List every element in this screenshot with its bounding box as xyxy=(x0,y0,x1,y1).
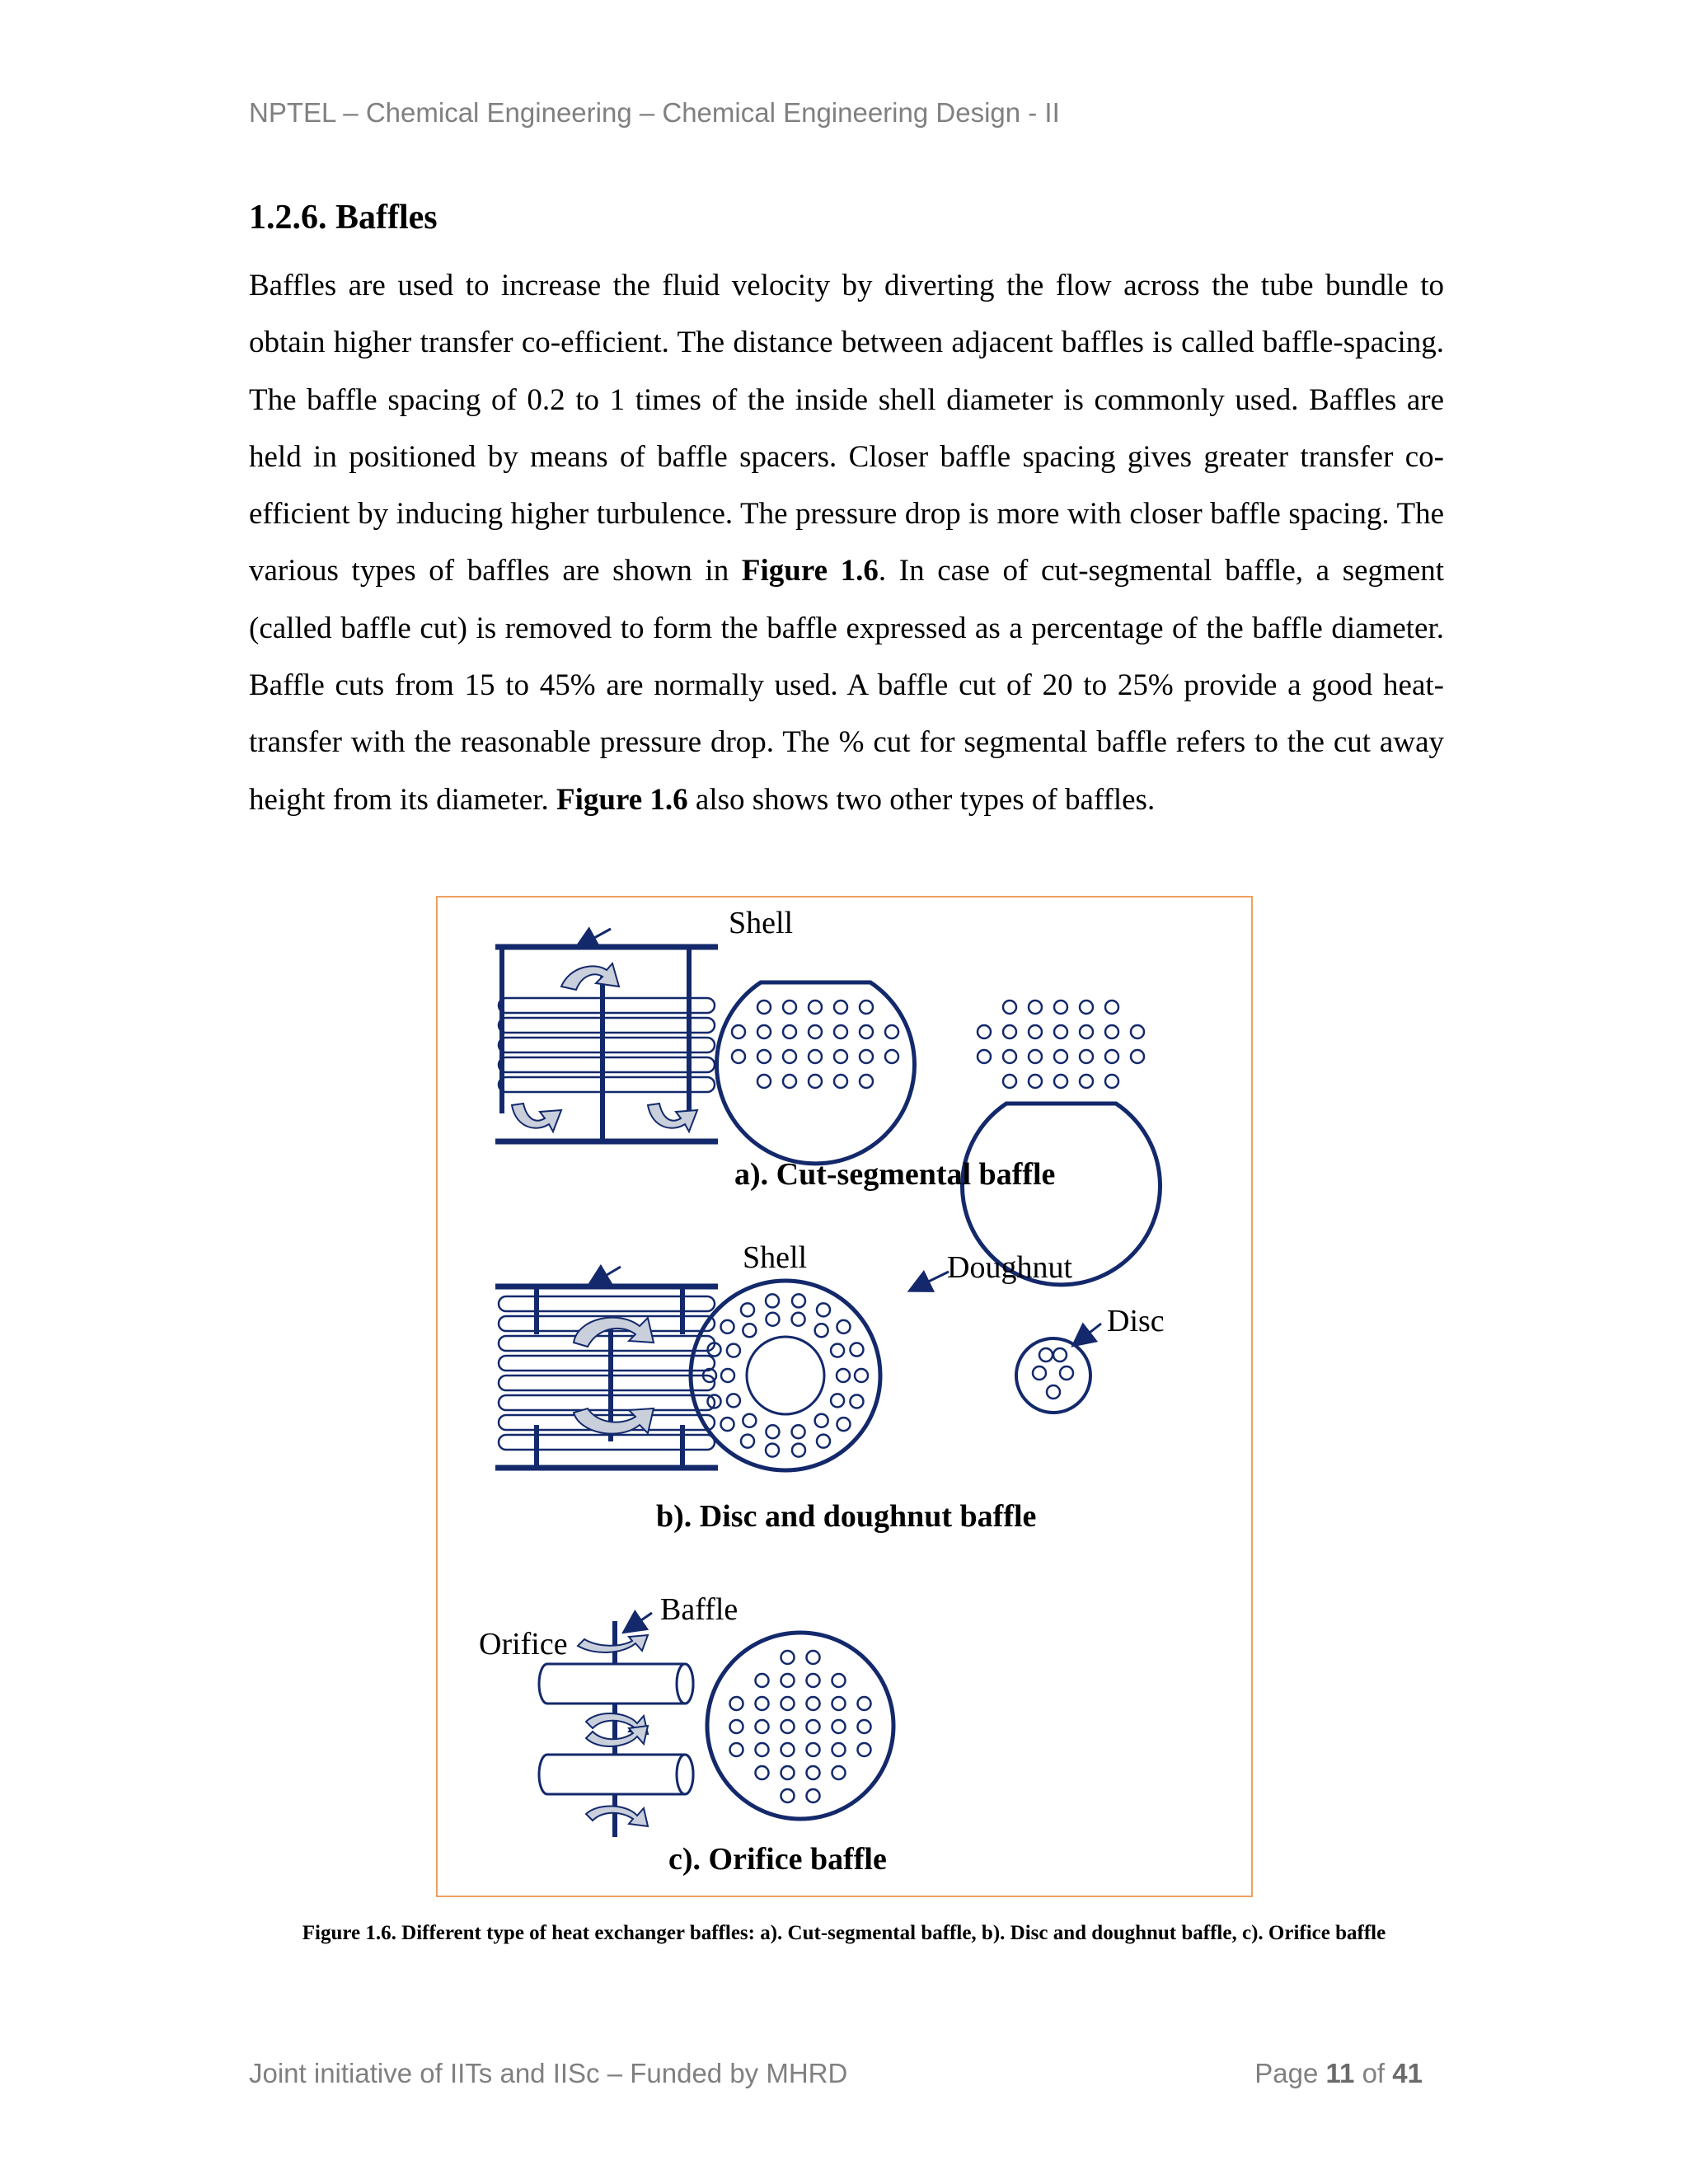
tube-hole xyxy=(815,1414,828,1427)
of-word: of xyxy=(1362,2058,1386,2088)
total-pages: 41 xyxy=(1392,2058,1423,2088)
baffle-diagram xyxy=(438,898,1251,1896)
tube-hole xyxy=(807,1766,820,1779)
tube-hole xyxy=(885,1050,898,1063)
panel-a-baffle-front-left xyxy=(717,982,915,1164)
tube-hole xyxy=(766,1444,779,1457)
tube-hole xyxy=(1054,1001,1067,1014)
panel-b-doughnut-label: Doughnut xyxy=(947,1250,1072,1285)
tube-hole xyxy=(730,1697,743,1710)
tube-hole xyxy=(766,1313,779,1326)
tube-hole xyxy=(1003,1025,1016,1038)
tube-hole xyxy=(792,1425,805,1438)
tube-hole xyxy=(1029,1001,1042,1014)
tube-hole xyxy=(832,1674,846,1687)
tube-hole xyxy=(1080,1001,1093,1014)
tube-hole xyxy=(792,1444,805,1457)
tube-hole xyxy=(809,1050,822,1063)
tube-hole xyxy=(781,1651,795,1664)
tube-hole xyxy=(792,1294,805,1307)
tube-hole xyxy=(756,1743,769,1756)
tube-hole xyxy=(807,1789,820,1802)
figure-frame xyxy=(436,896,1253,1897)
figure-reference-1[interactable]: Figure 1.6 xyxy=(741,554,879,588)
tube-hole xyxy=(783,1025,796,1038)
tube-hole xyxy=(1003,1075,1016,1088)
tube-hole xyxy=(721,1369,734,1382)
tube-hole xyxy=(727,1394,740,1407)
tube-hole xyxy=(1105,1025,1118,1038)
tube-hole xyxy=(783,1001,796,1014)
tube-hole xyxy=(792,1313,805,1326)
page-header: NPTEL – Chemical Engineering – Chemical Engineering Design - II xyxy=(249,97,1060,128)
tube-hole xyxy=(807,1743,820,1756)
tube-hole xyxy=(732,1025,745,1038)
panel-a-title: a). Cut-segmental baffle xyxy=(734,1157,1056,1192)
tube-hole xyxy=(730,1743,743,1756)
tube-hole xyxy=(815,1324,828,1337)
tube-hole xyxy=(783,1075,796,1088)
tube-hole xyxy=(858,1720,871,1733)
tube-hole xyxy=(834,1001,847,1014)
paragraph-text-1: Baffles are used to increase the fluid velocity by diverting the flow across the tube bundle to obtain higher transfer co-efficient. The distance between adjacent baffles is called baffle-spacing. The baffle spacing of 0.2 to 1 times of the inside shell diameter is commonly used. Baffles are held in positioned by means of baffle spacers. Closer baffle spacing gives greater transfer co-efficient by inducing higher turbulence. The pressure drop is more with closer baffle spacing. The various types of baffles are shown in xyxy=(249,269,1444,588)
tube-hole xyxy=(721,1418,734,1431)
body-paragraph xyxy=(249,257,1444,828)
tube-hole xyxy=(837,1369,850,1382)
tube-hole xyxy=(834,1025,847,1038)
footer-page-number xyxy=(1254,2058,1423,2089)
tube-hole xyxy=(741,1435,754,1448)
tube-hole xyxy=(860,1025,873,1038)
tube-hole xyxy=(809,1001,822,1014)
panel-b-disc xyxy=(1016,1338,1090,1413)
tube-hole xyxy=(730,1720,743,1733)
tube-hole xyxy=(834,1050,847,1063)
tube-hole xyxy=(860,1001,873,1014)
tube-hole xyxy=(756,1674,769,1687)
tube-hole xyxy=(1054,1075,1067,1088)
tube-hole xyxy=(832,1743,846,1756)
current-page: 11 xyxy=(1325,2058,1355,2088)
tube-hole xyxy=(743,1414,756,1427)
panel-a-shell-label: Shell xyxy=(729,906,794,940)
tube-hole xyxy=(1003,1001,1016,1014)
tube-hole xyxy=(855,1369,868,1382)
tube-hole xyxy=(807,1697,820,1710)
tube-hole xyxy=(1080,1025,1093,1038)
tube-hole xyxy=(727,1344,740,1357)
tube-hole xyxy=(817,1303,830,1316)
tube-hole xyxy=(741,1303,754,1316)
tube-hole xyxy=(850,1394,863,1408)
tube-hole xyxy=(1105,1075,1118,1088)
panel-c-orifice-front xyxy=(707,1633,893,1819)
tube-hole xyxy=(757,1050,771,1063)
tube-hole xyxy=(781,1674,795,1687)
panel-b-doughnut xyxy=(691,1281,880,1470)
tube-hole xyxy=(978,1025,991,1038)
paragraph-text-2: . In case of cut-segmental baffle, a segment (called baffle cut) is removed to form the baffle expressed as a percentage of the baffle diameter. Baffle cuts from 15 to 45% are normally used. A baffle cut of 20 to 25% provide a good heat-transfer with the reasonable pressure drop. The % cut for segmental baffle refers to the cut away height from its diameter. xyxy=(249,554,1444,817)
tube-hole xyxy=(837,1418,850,1431)
section-heading: 1.2.6. Baffles xyxy=(249,199,438,237)
tube-hole xyxy=(832,1720,846,1733)
panel-b-side-view xyxy=(495,1286,718,1468)
tube-hole xyxy=(858,1743,871,1756)
tube-hole xyxy=(781,1697,795,1710)
tube-hole xyxy=(721,1320,734,1333)
tube-hole xyxy=(860,1050,873,1063)
tube-hole xyxy=(756,1720,769,1733)
tube-hole xyxy=(832,1766,846,1779)
tube-hole xyxy=(781,1789,795,1802)
figure-reference-2[interactable]: Figure 1.6 xyxy=(556,782,688,817)
tube-hole xyxy=(1131,1050,1144,1063)
panel-b-title: b). Disc and doughnut baffle xyxy=(656,1499,1037,1534)
panel-a-tubes xyxy=(499,998,715,1092)
panel-a-baffle-front-right xyxy=(963,1001,1160,1285)
tube-hole xyxy=(1003,1050,1016,1063)
tube-hole xyxy=(1080,1075,1093,1088)
tube-hole xyxy=(860,1075,873,1088)
tube-hole xyxy=(1054,1050,1067,1063)
panel-c-title: c). Orifice baffle xyxy=(668,1842,887,1877)
tube-hole xyxy=(1131,1025,1144,1038)
paragraph-text-3: also shows two other types of baffles. xyxy=(687,782,1156,817)
tube-hole xyxy=(850,1343,863,1357)
tube-hole xyxy=(885,1025,898,1038)
tube-hole xyxy=(781,1766,795,1779)
tube-hole xyxy=(1029,1075,1042,1088)
tube-hole xyxy=(831,1344,844,1357)
tube-hole xyxy=(757,1025,771,1038)
tube-hole xyxy=(781,1720,795,1733)
tube-hole xyxy=(809,1075,822,1088)
tube-hole xyxy=(832,1697,846,1710)
tube-hole xyxy=(756,1766,769,1779)
tube-hole xyxy=(1080,1050,1093,1063)
footer-credit: Joint initiative of IITs and IISc – Funded by MHRD xyxy=(249,2058,848,2088)
tube-hole xyxy=(1105,1050,1118,1063)
tube-hole xyxy=(743,1324,756,1337)
tube-hole xyxy=(858,1697,871,1710)
tube-hole xyxy=(834,1075,847,1088)
figure-caption: Figure 1.6. Different type of heat exchanger baffles: a). Cut-segmental baffle, b). Disc and doughnut baffle, c). Orifice baffle xyxy=(302,1922,1386,1944)
panel-b-disc-label: Disc xyxy=(1107,1304,1165,1338)
tube-hole xyxy=(757,1001,771,1014)
panel-c-baffle-label: Baffle xyxy=(660,1592,738,1627)
tube-hole xyxy=(1029,1050,1042,1063)
tube-hole xyxy=(809,1025,822,1038)
tube-hole xyxy=(807,1720,820,1733)
tube-hole xyxy=(1029,1025,1042,1038)
tube-hole xyxy=(757,1075,771,1088)
tube-hole xyxy=(783,1050,796,1063)
tube-hole xyxy=(1054,1025,1067,1038)
tube-hole xyxy=(732,1050,745,1063)
tube-hole xyxy=(817,1435,830,1448)
panel-c-orifice-label: Orifice xyxy=(479,1627,568,1661)
tube-hole xyxy=(978,1050,991,1063)
tube-hole xyxy=(1105,1001,1118,1014)
tube-hole xyxy=(807,1651,820,1664)
tube-hole xyxy=(831,1394,844,1407)
tube-hole xyxy=(756,1697,769,1710)
tube-hole xyxy=(781,1743,795,1756)
panel-b-shell-label: Shell xyxy=(743,1240,808,1275)
tube-hole xyxy=(766,1425,779,1438)
panel-a-side-view xyxy=(495,947,718,1141)
page-word: Page xyxy=(1254,2058,1319,2088)
tube-hole xyxy=(766,1294,779,1307)
tube-hole xyxy=(837,1320,850,1333)
tube-hole xyxy=(807,1674,820,1687)
